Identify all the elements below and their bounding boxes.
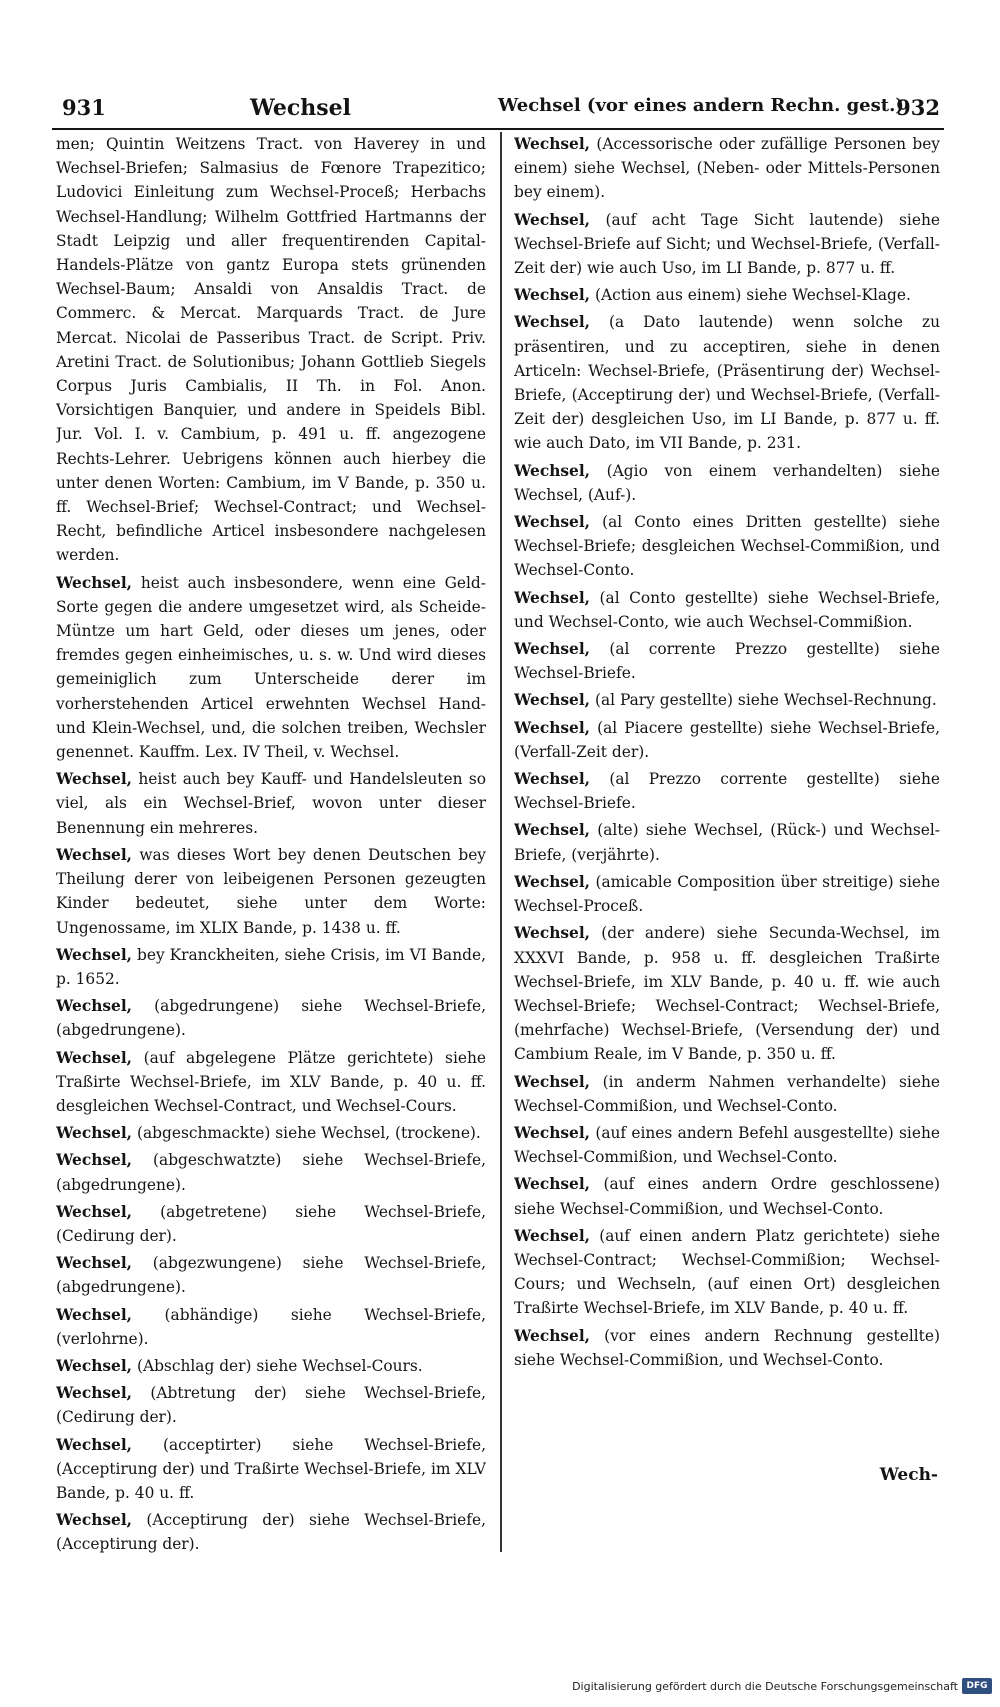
entry-headword: Wechsel, bbox=[56, 845, 133, 864]
entry-headword: Wechsel, bbox=[56, 573, 133, 592]
right-column bbox=[514, 132, 940, 1630]
entry-headword: Wechsel, bbox=[514, 872, 591, 891]
entry-headword: Wechsel, bbox=[56, 945, 133, 964]
entry-headword: Wechsel, bbox=[56, 1305, 133, 1324]
lexicon-page bbox=[52, 70, 944, 1630]
lexicon-entry bbox=[514, 459, 940, 507]
entry-text: (Action aus einem) siehe Wechsel-Klage. bbox=[594, 286, 911, 305]
entry-headword: Wechsel, bbox=[514, 640, 591, 659]
lexicon-entry bbox=[514, 870, 940, 918]
entry-headword: Wechsel, bbox=[56, 1384, 133, 1403]
header-rule bbox=[52, 128, 944, 130]
lexicon-entry bbox=[514, 818, 940, 866]
entry-headword: Wechsel, bbox=[56, 997, 133, 1016]
entry-text: (der andere) siehe Secunda-Wechsel, im XXXVI Bande, p. 958 u. ff. desgleichen Traßirte Wechsel-Briefe, im XLV Bande, p. 40 u. ff. wie auch Wechsel-Briefe; Wechsel-Contract; Wechsel-Briefe, (mehrfache) Wechsel-Briefe, (Versendung der) und Cambium Reale, im V Bande, p. 350 u. ff. bbox=[514, 924, 940, 1064]
entry-headword: Wechsel, bbox=[514, 210, 591, 229]
lexicon-entry bbox=[56, 1354, 486, 1378]
lexicon-entry bbox=[56, 571, 486, 765]
entry-headword: Wechsel, bbox=[514, 1175, 591, 1194]
lexicon-entry bbox=[56, 943, 486, 991]
page-number-left: 931 bbox=[62, 95, 106, 120]
entry-headword: Wechsel, bbox=[56, 1048, 133, 1067]
lexicon-entry bbox=[514, 1172, 940, 1220]
footer-credit: Digitalisierung gefördert durch die Deutsche Forschungsgemeinschaft bbox=[572, 1680, 958, 1693]
lexicon-entry bbox=[56, 767, 486, 840]
entry-headword: Wechsel, bbox=[56, 1151, 133, 1170]
entry-headword: Wechsel, bbox=[56, 1435, 133, 1454]
lexicon-entry bbox=[514, 637, 940, 685]
lexicon-entry bbox=[56, 1148, 486, 1196]
entry-text: (in anderm Nahmen verhandelte) siehe Wechsel-Commißion, und Wechsel-Conto. bbox=[514, 1072, 940, 1115]
entry-text: heist auch insbesondere, wenn eine Geld-Sorte gegen die andere umgesetzet wird, als Scheide-Müntze um hart Geld, oder dieses um jenes, oder fremdes gegen einheimisches, u. s. w. Und wird dieses gemeiniglich zum Unterscheide derer im vorherstehenden Articel erwehnten Wechsel Hand- und Klein-Wechsel, und, die solchen treiben, Wechsler genennet. Kauffm. Lex. IV Theil, v. Wechsel. bbox=[56, 573, 486, 762]
lexicon-entry bbox=[56, 1381, 486, 1429]
entry-headword: Wechsel, bbox=[56, 1254, 133, 1273]
entry-headword: Wechsel, bbox=[514, 1123, 591, 1142]
page-number-right: 932 bbox=[896, 95, 940, 120]
lexicon-entry bbox=[56, 132, 486, 568]
entry-text: (al Conto eines Dritten gestellte) siehe Wechsel-Briefe; desgleichen Wechsel-Commißion, und Wechsel-Conto. bbox=[514, 513, 940, 580]
entry-text: (alte) siehe Wechsel, (Rück-) und Wechsel-Briefe, (verjährte). bbox=[514, 821, 940, 864]
entry-headword: Wechsel, bbox=[514, 1226, 591, 1245]
lexicon-entry bbox=[514, 688, 940, 712]
lexicon-entry bbox=[514, 208, 940, 281]
entry-headword: Wechsel, bbox=[56, 1124, 133, 1143]
entry-text: (auf eines andern Ordre geschlossene) siehe Wechsel-Commißion, und Wechsel-Conto. bbox=[514, 1175, 940, 1218]
entry-text: (abgeschwatzte) siehe Wechsel-Briefe, (abgedrungene). bbox=[56, 1151, 486, 1194]
entry-text: (abgedrungene) siehe Wechsel-Briefe, (abgedrungene). bbox=[56, 997, 486, 1040]
lexicon-entry bbox=[514, 1070, 940, 1118]
lexicon-entry bbox=[514, 1121, 940, 1169]
lexicon-entry bbox=[56, 843, 486, 940]
lexicon-entry bbox=[56, 1433, 486, 1506]
entry-text: (a Dato lautende) wenn solche zu präsentiren, und zu acceptiren, siehe in denen Articeln: Wechsel-Briefe, (Präsentirung der) Wechsel-Briefe, (Acceptirung der) und Wechsel-Briefe, (Verfall-Zeit der) desgleichen Uso, im LI Bande, p. 877 u. ff. wie auch Dato, im VII Bande, p. 231. bbox=[514, 313, 940, 453]
lexicon-entry bbox=[56, 1121, 486, 1145]
lexicon-entry bbox=[56, 994, 486, 1042]
entry-text: (auf acht Tage Sicht lautende) siehe Wechsel-Briefe auf Sicht; und Wechsel-Briefe, (Verfall-Zeit der) wie auch Uso, im LI Bande, p. 877 u. ff. bbox=[514, 210, 940, 278]
lexicon-entry bbox=[514, 132, 940, 205]
left-column bbox=[56, 132, 486, 1630]
entry-text: (auf eines andern Befehl ausgestellte) siehe Wechsel-Commißion, und Wechsel-Conto. bbox=[514, 1123, 940, 1167]
column-divider bbox=[500, 132, 502, 1552]
entry-text: (Abtretung der) siehe Wechsel-Briefe, (Cedirung der). bbox=[56, 1384, 486, 1427]
entry-text: (auf abgelegene Plätze gerichtete) siehe Traßirte Wechsel-Briefe, im XLV Bande, p. 40 u. ff. desgleichen Wechsel-Contract, und Wechsel-Cours. bbox=[56, 1048, 486, 1115]
entry-text: bey Kranckheiten, siehe Crisis, im VI Bande, p. 1652. bbox=[56, 945, 486, 988]
entry-headword: Wechsel, bbox=[514, 513, 591, 532]
lexicon-entry bbox=[56, 1200, 486, 1248]
entry-headword: Wechsel, bbox=[514, 718, 591, 737]
lexicon-entry bbox=[514, 767, 940, 815]
dfg-logo: DFG bbox=[962, 1678, 992, 1694]
entry-text: (abhändige) siehe Wechsel-Briefe, (verlohrne). bbox=[56, 1305, 486, 1348]
entry-text: was dieses Wort bey denen Deutschen bey Theilung derer von leibeigenen Personen gezeugten Kinder bedeutet, siehe unter dem Worte: Ungenossame, im XLIX Bande, p. 1438 u. ff. bbox=[56, 845, 486, 937]
entry-headword: Wechsel, bbox=[514, 770, 591, 789]
entry-text: (abgezwungene) siehe Wechsel-Briefe, (abgedrungene). bbox=[56, 1254, 486, 1297]
lexicon-entry bbox=[514, 1224, 940, 1321]
entry-headword: Wechsel, bbox=[56, 1356, 133, 1375]
entry-text: (Accessorische oder zufällige Personen bey einem) siehe Wechsel, (Neben- oder Mittels-Personen bey einem). bbox=[514, 135, 940, 202]
entry-headword: Wechsel, bbox=[514, 1326, 591, 1345]
lexicon-entry bbox=[514, 283, 940, 307]
entry-text: (al Conto gestellte) siehe Wechsel-Briefe, und Wechsel-Conto, wie auch Wechsel-Commißion. bbox=[514, 588, 940, 631]
lexicon-entry bbox=[56, 1251, 486, 1299]
entry-headword: Wechsel, bbox=[514, 588, 591, 607]
entry-text: (al Prezzo corrente gestellte) siehe Wechsel-Briefe. bbox=[514, 770, 940, 813]
entry-text: (al corrente Prezzo gestellte) siehe Wechsel-Briefe. bbox=[514, 640, 940, 683]
header-title-right: Wechsel (vor eines andern Rechn. gest.) bbox=[498, 95, 904, 116]
entry-headword: Wechsel, bbox=[56, 1202, 133, 1221]
entry-headword: Wechsel, bbox=[514, 313, 591, 332]
entry-text: (al Pary gestellte) siehe Wechsel-Rechnung. bbox=[594, 691, 937, 710]
catchword: Wech- bbox=[879, 1465, 938, 1485]
entry-headword: Wechsel, bbox=[514, 691, 591, 710]
lexicon-entry bbox=[514, 716, 940, 764]
lexicon-entry bbox=[514, 586, 940, 634]
footer bbox=[0, 1678, 1000, 1698]
entry-headword: Wechsel, bbox=[514, 286, 591, 305]
lexicon-entry bbox=[514, 1324, 940, 1372]
entry-headword: Wechsel, bbox=[514, 821, 591, 840]
entry-text: (acceptirter) siehe Wechsel-Briefe, (Acceptirung der) und Traßirte Wechsel-Briefe, im XLV Bande, p. 40 u. ff. bbox=[56, 1435, 486, 1502]
entry-headword: Wechsel, bbox=[514, 1072, 591, 1091]
entry-text: (vor eines andern Rechnung gestellte) siehe Wechsel-Commißion, und Wechsel-Conto. bbox=[514, 1326, 940, 1369]
lexicon-entry bbox=[514, 510, 940, 583]
lexicon-entry bbox=[514, 310, 940, 455]
header-title-left: Wechsel bbox=[250, 95, 352, 121]
lexicon-entry bbox=[56, 1303, 486, 1351]
entry-text: men; Quintin Weitzens Tract. von Haverey in und Wechsel-Briefen; Salmasius de Fœnore Trapezitico; Ludovici Einleitung zum Wechsel-Proceß; Herbachs Wechsel-Handlung; Wilhelm Gottfried Hartmanns der Stadt Leipzig und aller frequentirenden Capital-Handels-Plätze von gantz Europa stets grünenden Wechsel-Baum; Ansaldi von Ansaldis Tract. de Commerc. & Mercat. Marquards Tract. de Jure Mercat. Nicolai de Passeribus Tract. de Script. Priv. Aretini Tract. de Solutionibus; Johann Gottlieb Siegels Corpus Juris Cambialis, II Th. in Fol. Anon. Vorsichtigen Banquier, und andere in Speidels Bibl. Jur. Vol. I. v. Cambium, p. 491 u. ff. angezogene Rechts-Lehrer. Uebrigens können auch hierbey die unter denen Worten: Cambium, im V Bande, p. 350 u. ff. Wechsel-Brief; Wechsel-Contract; und Wechsel-Recht, befindliche Articel insbesondere nachgelesen werden. bbox=[56, 135, 486, 565]
running-header bbox=[52, 95, 944, 131]
entry-headword: Wechsel, bbox=[56, 770, 133, 789]
entry-text: (Acceptirung der) siehe Wechsel-Briefe, (Acceptirung der). bbox=[56, 1511, 486, 1554]
entry-text: (Agio von einem verhandelten) siehe Wechsel, (Auf-). bbox=[514, 461, 940, 504]
entry-text: (amicable Composition über streitige) siehe Wechsel-Proceß. bbox=[514, 872, 940, 916]
entry-headword: Wechsel, bbox=[514, 135, 591, 153]
lexicon-entry bbox=[514, 921, 940, 1066]
entry-text: heist auch bey Kauff- und Handelsleuten so viel, als ein Wechsel-Brief, wovon unter dieser Benennung ein mehreres. bbox=[56, 770, 486, 837]
entry-text: (abgeschmackte) siehe Wechsel, (trockene). bbox=[136, 1124, 481, 1143]
entry-headword: Wechsel, bbox=[514, 924, 591, 943]
entry-headword: Wechsel, bbox=[56, 1511, 133, 1530]
entry-text: (auf einen andern Platz gerichtete) siehe Wechsel-Contract; Wechsel-Commißion; Wechsel-Cours; und Wechseln, (auf einen Ort) desgleichen Traßirte Wechsel-Briefe, im XLV Bande, p. 40 u. ff. bbox=[514, 1226, 940, 1318]
entry-headword: Wechsel, bbox=[514, 461, 591, 480]
lexicon-entry bbox=[56, 1508, 486, 1556]
entry-text: (abgetretene) siehe Wechsel-Briefe, (Cedirung der). bbox=[56, 1202, 486, 1245]
entry-text: (al Piacere gestellte) siehe Wechsel-Briefe, (Verfall-Zeit der). bbox=[514, 718, 940, 761]
lexicon-entry bbox=[56, 1046, 486, 1119]
entry-text: (Abschlag der) siehe Wechsel-Cours. bbox=[136, 1356, 423, 1375]
